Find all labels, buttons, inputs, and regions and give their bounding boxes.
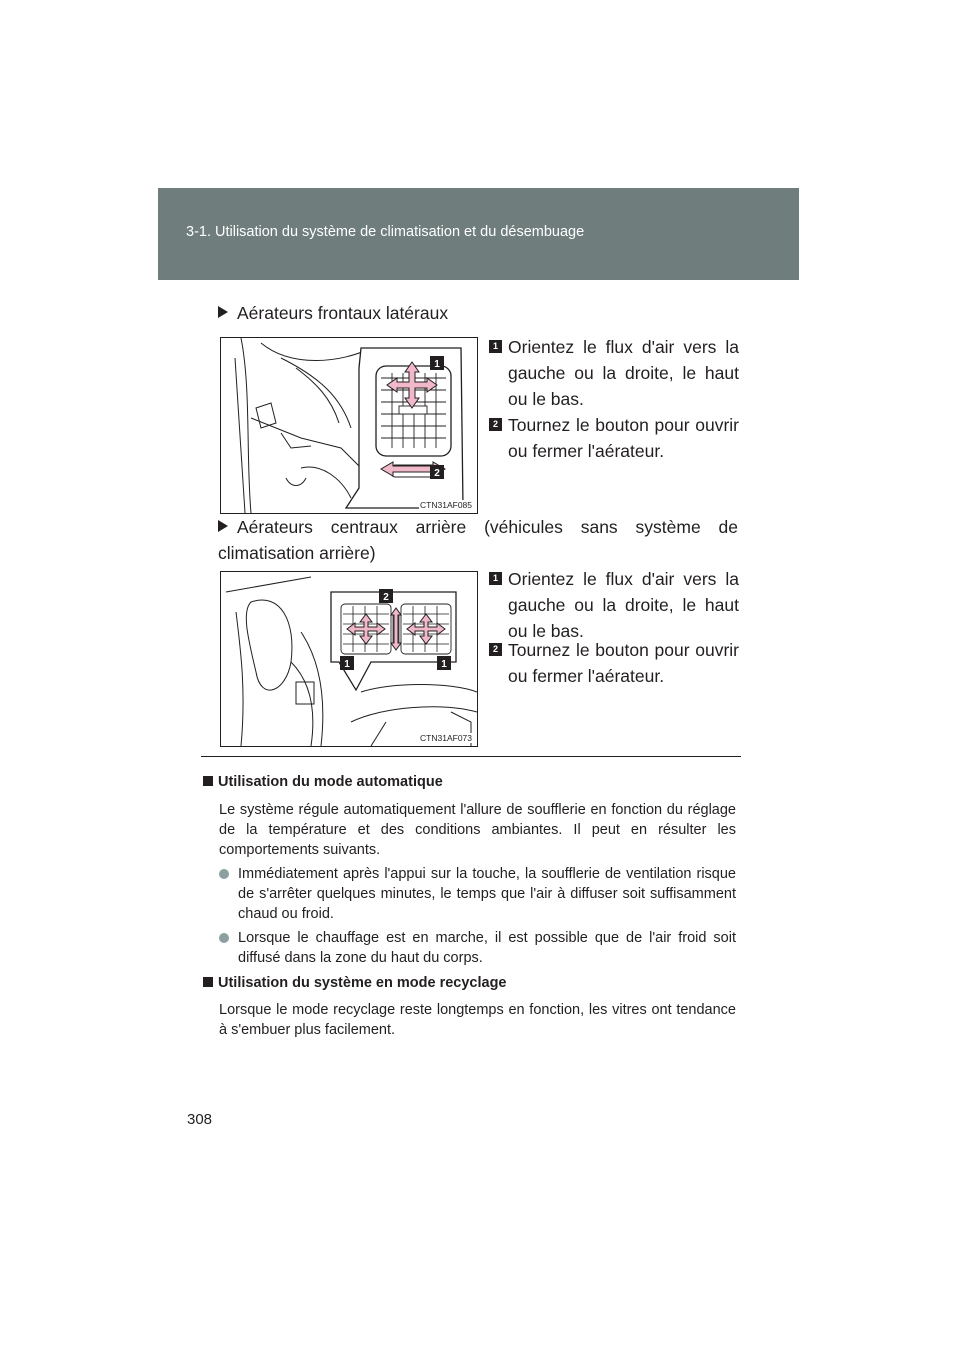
step-text: Orientez le flux d'air vers la gauche ou la droite, le haut ou le bas. <box>508 569 739 641</box>
step-text: Tournez le bouton pour ouvrir ou fermer l'aérateur. <box>508 415 739 461</box>
svg-text:1: 1 <box>344 659 350 670</box>
svg-text:2: 2 <box>383 592 389 603</box>
bullet-item <box>219 864 736 924</box>
step-item <box>489 334 739 412</box>
figure-front-side-vent <box>220 337 478 514</box>
section-title-text: Aérateurs frontaux latéraux <box>237 303 449 323</box>
note-heading-text: Utilisation du système en mode recyclage <box>218 975 507 991</box>
step-item <box>489 637 739 689</box>
note-heading-recycle-mode <box>203 975 507 991</box>
chapter-header-bar <box>158 188 799 280</box>
section-title-rear-center-vents <box>218 514 738 566</box>
figure-rear-center-vents <box>220 571 478 747</box>
svg-text:2: 2 <box>434 468 440 479</box>
section-title-front-side-vents <box>218 303 448 324</box>
square-marker-icon <box>203 776 213 786</box>
step-number-badge: 1 <box>489 572 502 585</box>
bullet-text: Immédiatement après l'appui sur la touche, la soufflerie de ventilation risque de s'arrêter quelques minutes, le temps que l'air à diffuser soit suffisamment chaud ou froid. <box>238 866 736 922</box>
step-text: Tournez le bouton pour ouvrir ou fermer l'aérateur. <box>508 640 739 686</box>
triangle-marker-icon <box>218 520 228 532</box>
figure-code: CTN31AF085 <box>420 500 472 510</box>
step-number-badge: 2 <box>489 643 502 656</box>
svg-text:1: 1 <box>441 659 447 670</box>
divider-rule <box>201 756 741 757</box>
triangle-marker-icon <box>218 306 228 318</box>
bullet-dot-icon <box>219 869 229 879</box>
figure-code: CTN31AF073 <box>420 733 472 743</box>
step-number-badge: 1 <box>489 340 502 353</box>
bullet-dot-icon <box>219 933 229 943</box>
note-heading-text: Utilisation du mode automatique <box>218 774 443 790</box>
note-paragraph: Lorsque le mode recyclage reste longtemps en fonction, les vitres ont tendance à s'embuer plus facilement. <box>219 1002 736 1038</box>
square-marker-icon <box>203 977 213 987</box>
page-number: 308 <box>187 1111 213 1128</box>
step-text: Orientez le flux d'air vers la gauche ou la droite, le haut ou le bas. <box>508 337 739 409</box>
note-heading-auto-mode <box>203 774 443 790</box>
note-paragraph: Le système régule automatiquement l'allure de soufflerie en fonction du réglage de la température et des conditions ambiantes. Il peut en résulter les comportements suivants. <box>219 802 736 858</box>
section-title-text: Aérateurs centraux arrière (véhicules sans système de climatisation arrière) <box>218 517 738 563</box>
bullet-item <box>219 928 736 968</box>
step-item <box>489 412 739 464</box>
step-number-badge: 2 <box>489 418 502 431</box>
svg-text:1: 1 <box>434 359 440 370</box>
bullet-text: Lorsque le chauffage est en marche, il est possible que de l'air froid soit diffusé dans la zone du haut du corps. <box>238 930 736 966</box>
front-side-vent-illustration <box>221 338 477 513</box>
chapter-header-title: 3-1. Utilisation du système de climatisation et du désembuage <box>186 224 585 240</box>
step-item <box>489 566 739 644</box>
rear-center-vents-illustration <box>221 572 477 746</box>
